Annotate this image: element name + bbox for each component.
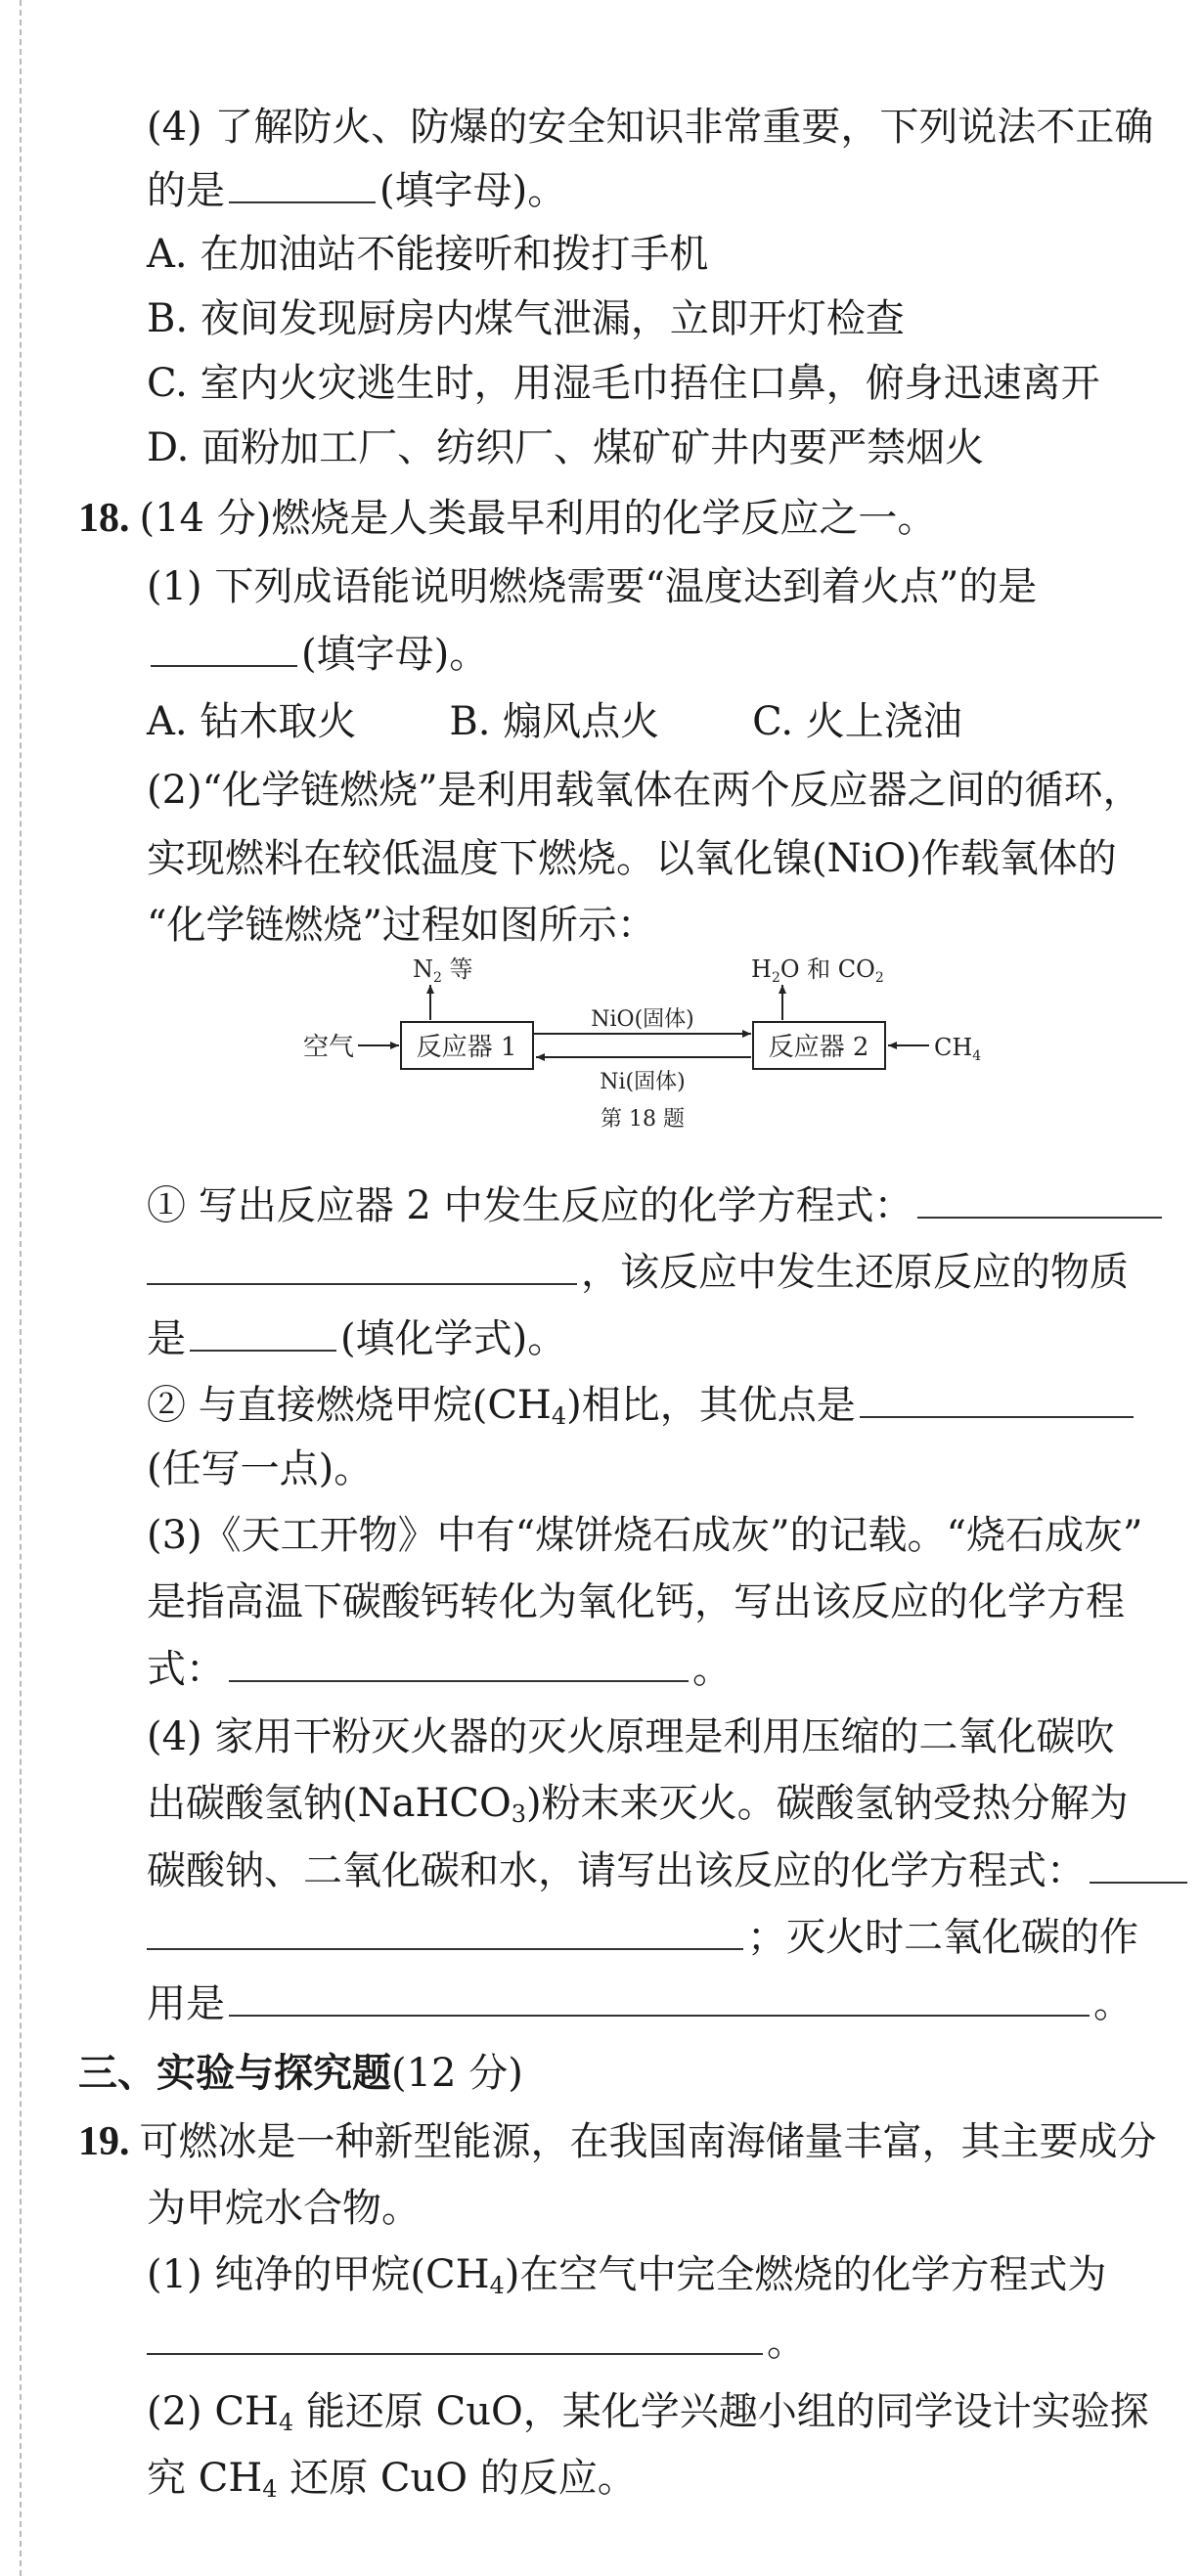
q18-sub2-line2: (任写一点)。 [147, 1446, 374, 1491]
q18-sub1-line1: ① 写出反应器 2 中发生反应的化学方程式： [147, 1174, 1134, 1237]
q19-p1-line2: 。 [147, 2310, 1134, 2374]
air-label: 空气 [303, 1033, 355, 1062]
q18-p1-line2: (填字母)。 [147, 622, 1134, 686]
reactor-1-label: 反应器 1 [416, 1033, 517, 1062]
section-3-heading [78, 2042, 1134, 2105]
q17-4-option-c: C. 室内火灾逃生时，用湿毛巾捂住口鼻，俯身迅速离开 [147, 361, 1100, 406]
q19-number: 19. [78, 2119, 130, 2164]
answer-blank-q18-4b[interactable] [147, 1905, 743, 1950]
answer-blank-q18-1[interactable] [151, 622, 297, 667]
answer-blank-q18-2c[interactable] [190, 1307, 336, 1352]
q18-p4-line5: 用是 。 [147, 1972, 1134, 2035]
q18-p3-line3: 式： 。 [147, 1637, 1134, 1701]
answer-blank-q18-2a[interactable] [917, 1174, 1162, 1219]
chemical-looping-diagram [293, 954, 982, 1149]
q18-sub1-line2: ，该反应中发生还原反应的物质 [147, 1240, 1134, 1304]
q18-p2-line3: “化学链燃烧”过程如图所示： [147, 903, 656, 948]
ch4-label: $CH_4$ [934, 1034, 982, 1064]
section-3-title: 三、实验与探究题 [78, 2050, 391, 2096]
q17-4-option-a: A. 在加油站不能接听和拨打手机 [147, 232, 709, 277]
q17-4-option-b: B. 夜间发现厨房内煤气泄漏，立即开灯检查 [147, 296, 905, 341]
products-label: $H_2O$ 和 $CO_2$ [751, 955, 884, 986]
reactor-2-label: 反应器 2 [768, 1033, 869, 1062]
q19-line2: 为甲烷水合物。 [147, 2186, 421, 2231]
q19-p1-line1: (1) 纯净的甲烷$(CH_4)$在空气中完全燃烧的化学方程式为 [147, 2252, 1107, 2299]
q18-p2-line1: (2)“化学链燃烧”是利用载氧体在两个反应器之间的循环， [147, 768, 1142, 813]
q18-p4-line2: 出碳酸氢钠(NaHCO$_3$)粉末来灭火。碳酸氢钠受热分解为 [147, 1781, 1129, 1828]
q18-p4-line1: (4) 家用干粉灭火器的灭火原理是利用压缩的二氧化碳吹 [147, 1714, 1115, 1759]
q18-p3-line1: (3)《天工开物》中有“煤饼烧石成灰”的记载。“烧石成灰” [147, 1513, 1143, 1558]
q18-p4-line4: ；灭火时二氧化碳的作 [147, 1905, 1134, 1969]
figure-caption: 第 18 题 [601, 1107, 685, 1132]
answer-blank-q18-3[interactable] [229, 1637, 689, 1682]
q18-p1-line1: (1) 下列成语能说明燃烧需要“温度达到着火点”的是 [147, 564, 1038, 609]
answer-blank-q18-4c[interactable] [229, 1972, 1090, 2017]
answer-blank-q18-4a[interactable] [1090, 1839, 1187, 1884]
q18-p2-line2: 实现燃料在较低温度下燃烧。以氧化镍(NiO)作载氧体的 [147, 836, 1117, 881]
q18-p3-line2: 是指高温下碳酸钙转化为氧化钙，写出该反应的化学方程 [147, 1579, 1125, 1624]
n2-label: $N_2$ 等 [413, 955, 473, 986]
q19-line1: 19. 可燃冰是一种新型能源，在我国南海储量丰富，其主要成分 [78, 2119, 1157, 2164]
q17-4-line2: 的是 (填字母)。 [147, 158, 1134, 222]
section-3-score: (12 分) [391, 2051, 523, 2096]
q18-number: 18. [78, 496, 130, 541]
q18-sub2-line1: ② 与直接燃烧甲烷$(CH_4)$相比，其优点是 [147, 1373, 1134, 1437]
q18-p4-line3: 碳酸钠、二氧化碳和水，请写出该反应的化学方程式： [147, 1839, 1134, 1902]
q18-sub1-line3: 是 (填化学式)。 [147, 1307, 1134, 1370]
ni-label: Ni(固体) [600, 1070, 686, 1094]
q17-4-line1: (4) 了解防火、防爆的安全知识非常重要，下列说法不正确 [147, 105, 1154, 150]
nio-label: NiO(固体) [591, 1007, 694, 1032]
page-edge-divider [20, 0, 23, 2576]
q19-p2-line2: 究 $CH_4$ 还原 CuO 的反应。 [147, 2456, 637, 2503]
q18-p1-options: A. 钻木取火 B. 煽风点火 C. 火上浇油 [147, 699, 962, 744]
answer-blank-q17-4[interactable] [229, 158, 376, 203]
q19-p2-line1: (2) $CH_4$ 能还原 CuO，某化学兴趣小组的同学设计实验探 [147, 2389, 1149, 2436]
answer-blank-q18-2d[interactable] [860, 1373, 1134, 1418]
answer-blank-q18-2b[interactable] [147, 1240, 577, 1285]
q17-4-option-d: D. 面粉加工厂、纺织厂、煤矿矿井内要严禁烟火 [147, 425, 985, 470]
q18-stem: 18. (14 分)燃烧是人类最早利用的化学反应之一。 [78, 496, 937, 541]
answer-blank-q19-1[interactable] [147, 2310, 763, 2355]
